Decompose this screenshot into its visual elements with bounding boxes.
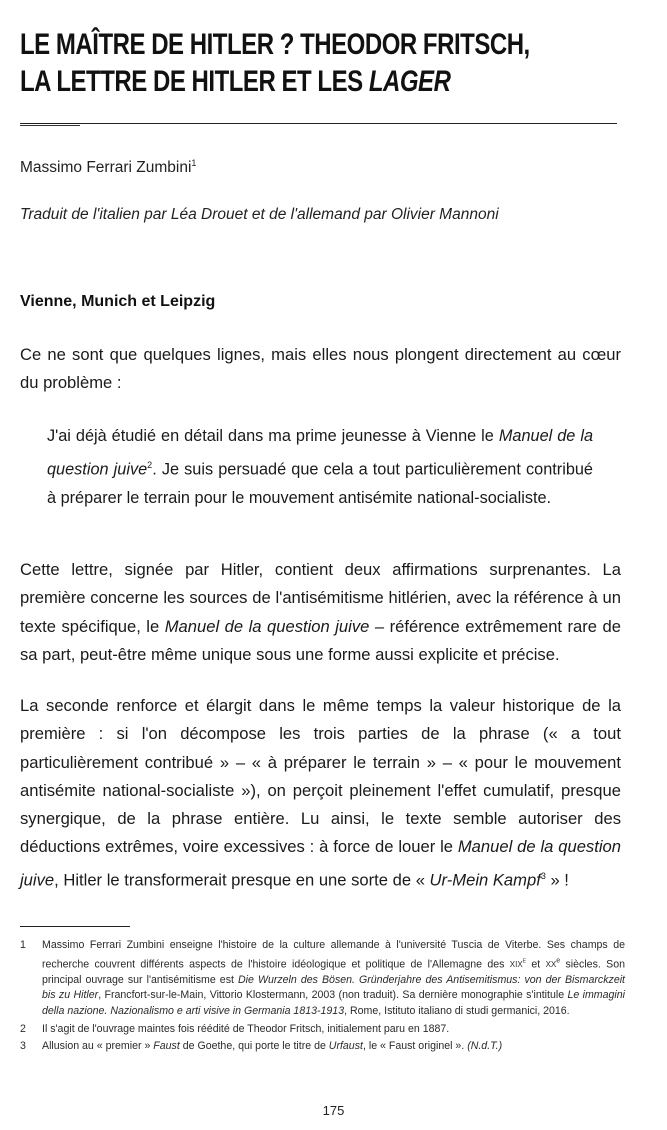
translator-credit: Traduit de l'italien par Léa Drouet et de l'allemand par Olivier Mannoni: [20, 206, 499, 223]
quote-book-title: Manuel de la question juive: [47, 427, 593, 479]
page-number: 175: [322, 1103, 345, 1118]
century-19-roman: XIX: [509, 960, 523, 970]
footnote-number: 3: [20, 1040, 26, 1053]
chapter-title-line-1: LE MAÎTRE DE HITLER ? THEODOR FRITSCH,: [20, 28, 530, 61]
paragraph-3-ur-mein-kampf: Ur-Mein Kampf: [429, 870, 541, 890]
century-20-sup: e: [556, 957, 561, 965]
paragraph-3: [20, 692, 621, 895]
footnote-2: [20, 1022, 625, 1038]
paragraph-1: Ce ne sont que quelques lignes, mais elles nous plongent directement au cœur du problème :: [20, 345, 621, 392]
footnote-text: [42, 938, 625, 1020]
paragraph-3-before: La seconde renforce et élargit dans le même temps la valeur historique de la première : si l'on décompose les trois parties de la phrase (« a tout particulièrement contribué » – « à préparer le terrain » – « pour le mouvement antisémite national-socialiste »), on perçoit pleinement l'effet cumulatif, presque synergique, de la phrase entière. Lu ainsi, le texte semble autoriser des déductions extrêmes, voire excessives : à force de louer le: [20, 696, 621, 857]
footnote-3: [20, 1039, 625, 1055]
paragraph-3-middle: , Hitler le transformerait presque en une sorte de «: [54, 870, 430, 890]
footnote-text: Il s'agit de l'ouvrage maintes fois réédité de Theodor Fritsch, initialement paru en 1887.: [42, 1022, 450, 1035]
footnotes: [20, 938, 625, 1057]
footnote-3-urfaust: Urfaust: [328, 1040, 363, 1053]
footnote-3-part: de Goethe, qui porte le titre de: [179, 1040, 329, 1053]
author-line: [20, 158, 196, 177]
title-rule: [20, 123, 617, 124]
footnote-3-part: , le « Faust originel ».: [362, 1040, 468, 1053]
chapter-title-line-2: [20, 63, 516, 100]
footnote-separator: [20, 926, 130, 927]
paragraph-3-after: » !: [545, 870, 569, 890]
footnote-1-part: Massimo Ferrari Zumbini enseigne l'histoire de la culture allemande à l'université Tuscia de Viterbe. Ses champs de recherche couvrent différents aspects de l'histoire idéologique et politique de l'Allemagne des: [42, 939, 625, 971]
century-20: [546, 958, 561, 970]
author-name: Massimo Ferrari Zumbini: [20, 159, 192, 177]
footnote-text: [42, 1039, 625, 1055]
footnote-1-monograph-title: Le immagini della nazione. Nazionalismo e arti visive in Germania 1813-1913: [42, 989, 626, 1017]
footnote-number: 2: [20, 1022, 26, 1035]
paragraph-2-before: Cette lettre, signée par Hitler, contient deux affirmations surprenantes. La première concerne les sources de l'antisémitisme hitlérien, avec la référence à un texte spécifique, le: [20, 560, 621, 636]
century-19-sup: e: [522, 957, 527, 965]
footnote-number: 1: [20, 939, 26, 951]
footnote-1-book-title: Die Wurzeln des Bösen. Gründerjahre des Antisemitismus: von der Bismarckzeit bis zu Hitler: [42, 973, 626, 1002]
author-note-ref: 1: [191, 158, 197, 168]
title-rule-stub: [20, 125, 80, 126]
paragraph-3-note-ref: 3: [540, 870, 546, 881]
quote-note-ref: 2: [147, 460, 153, 470]
paragraph-3-book-title: Manuel de la question juive: [20, 837, 621, 890]
footnote-1-part: , Rome, Istituto italiano di studi germanici, 2016.: [344, 1004, 570, 1017]
quote-text-before: J'ai déjà étudié en détail dans ma prime jeunesse à Vienne le: [47, 427, 499, 445]
footnote-3-part: Allusion au « premier »: [42, 1040, 154, 1053]
footnote-1-part: , Francfort-sur-le-Main, Vittorio Klostermann, 2003 (non traduit). Sa dernière monographie s'intitule: [98, 989, 568, 1002]
section-heading: Vienne, Munich et Leipzig: [20, 293, 216, 310]
paragraph-2: [20, 556, 621, 669]
paragraph-2-after: – référence extrêmement rare de sa part, peut-être même unique sous une forme aussi explicite et précise.: [20, 616, 621, 664]
footnote-3-faust: Faust: [153, 1040, 180, 1053]
quote-text-after: . Je suis persuadé que cela a tout particulièrement contribué à préparer le terrain pour le mouvement antisémite national-socialiste.: [47, 460, 593, 508]
footnote-1: [20, 938, 625, 1020]
paragraph-2-book-title: Manuel de la question juive: [164, 616, 370, 636]
block-quote: [47, 422, 593, 513]
footnote-1-part: siècles. Son principal ouvrage sur l'antisémitisme est: [42, 958, 625, 986]
chapter-title: [20, 26, 530, 100]
century-19: [510, 958, 526, 970]
chapter-title-line-2-text: LA LETTRE DE HITLER ET LES: [20, 65, 369, 98]
footnote-3-ndt: (N.d.T.): [467, 1040, 503, 1053]
chapter-title-lager: LAGER: [368, 65, 451, 98]
century-20-roman: XX: [545, 960, 557, 970]
footnote-1-part: et: [526, 958, 546, 971]
